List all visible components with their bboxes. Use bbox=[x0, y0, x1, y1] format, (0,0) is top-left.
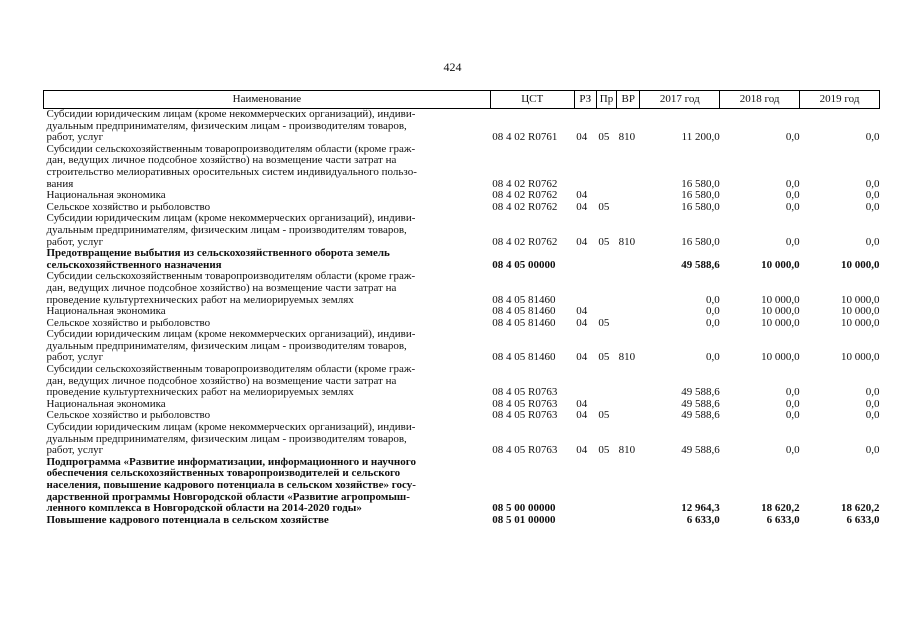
row-rz: 04 bbox=[576, 397, 588, 410]
row-2019: 10 000,0 bbox=[841, 351, 880, 364]
row-rz bbox=[574, 144, 596, 190]
row-rz: 04 bbox=[576, 189, 588, 202]
row-2019: 0,0 bbox=[865, 409, 880, 422]
row-name-line: Субсидии юридическим лицам (кроме некоммерческих организаций), индиви- bbox=[46, 212, 416, 225]
row-cst: 08 4 05 R0763 bbox=[492, 444, 558, 457]
row-cst: 08 4 02 R0762 bbox=[492, 200, 558, 213]
row-vr: 810 bbox=[618, 235, 636, 248]
row-pr: 05 bbox=[598, 131, 610, 144]
row-name-line: дан, ведущих личное подсобное хозяйство) на возмещение части затрат на bbox=[46, 281, 397, 294]
row-vr bbox=[617, 318, 640, 330]
table-header bbox=[44, 91, 880, 109]
row-name-line: работ, услуг bbox=[46, 131, 104, 144]
row-2018: 10 000,0 bbox=[761, 293, 800, 306]
row-rz: 04 bbox=[576, 131, 588, 144]
table-row bbox=[44, 306, 880, 318]
row-name-line: дан, ведущих личное подсобное хозяйство) на возмещение части затрат на bbox=[46, 374, 397, 387]
row-2017: 12 964,3 bbox=[681, 502, 720, 515]
row-name-line: Национальная экономика bbox=[46, 305, 166, 318]
row-name bbox=[44, 248, 491, 271]
row-vr bbox=[617, 144, 640, 190]
row-2018: 0,0 bbox=[785, 397, 800, 410]
row-cst: 08 4 05 81460 bbox=[492, 305, 556, 318]
row-vr: 810 bbox=[618, 444, 636, 457]
row-rz: 04 bbox=[576, 444, 588, 457]
row-2019: 0,0 bbox=[865, 386, 880, 399]
row-name-line: Сельское хозяйство и рыболовство bbox=[46, 409, 211, 422]
header-rz: РЗ bbox=[574, 91, 596, 109]
header-2019: 2019 год bbox=[800, 91, 880, 109]
row-pr bbox=[596, 364, 616, 399]
row-2019: 0,0 bbox=[865, 131, 880, 144]
table-row bbox=[44, 515, 880, 527]
row-pr bbox=[596, 457, 616, 515]
row-2017: 0,0 bbox=[705, 316, 720, 329]
row-2017: 11 200,0 bbox=[681, 131, 720, 144]
row-rz: 04 bbox=[576, 409, 588, 422]
row-vr bbox=[617, 399, 640, 411]
row-vr bbox=[617, 515, 640, 527]
row-rz: 04 bbox=[576, 351, 588, 364]
row-2017: 16 580,0 bbox=[681, 235, 720, 248]
row-cst: 08 5 00 00000 bbox=[492, 502, 556, 515]
row-cst: 08 4 05 81460 bbox=[492, 293, 556, 306]
row-pr: 05 bbox=[598, 444, 610, 457]
table-body bbox=[44, 109, 880, 527]
row-vr bbox=[617, 202, 640, 214]
row-rz: 04 bbox=[576, 305, 588, 318]
row-name-line: строительство мелиоративных оросительных систем индивидуального пользо- bbox=[46, 165, 417, 178]
row-name-line: Предотвращение выбытия из сельскохозяйственного оборота земель bbox=[46, 247, 390, 260]
row-name-line: обеспечения сельскохозяйственных товаропроизводителей и сельского bbox=[46, 467, 401, 480]
row-2019: 10 000,0 bbox=[841, 316, 880, 329]
header-name: Наименование bbox=[44, 91, 491, 109]
row-2019: 10 000,0 bbox=[841, 258, 880, 271]
row-vr bbox=[617, 457, 640, 515]
table-row bbox=[44, 329, 880, 364]
row-2019: 0,0 bbox=[865, 397, 880, 410]
row-2017: 0,0 bbox=[705, 351, 720, 364]
row-2018: 0,0 bbox=[785, 235, 800, 248]
row-name bbox=[44, 329, 491, 364]
table-row bbox=[44, 457, 880, 515]
header-pr: Пр bbox=[596, 91, 616, 109]
table-row bbox=[44, 248, 880, 271]
row-pr: 05 bbox=[598, 316, 610, 329]
row-name-line: дарственной программы Новгородской области «Развитие агропромыш- bbox=[46, 490, 410, 503]
row-2017: 49 588,6 bbox=[681, 409, 720, 422]
row-name bbox=[44, 364, 491, 399]
row-name-line: проведение культуртехнических работ на мелиорируемых землях bbox=[46, 293, 354, 306]
row-rz bbox=[574, 248, 596, 271]
row-cst: 08 4 05 81460 bbox=[492, 316, 556, 329]
row-2018: 0,0 bbox=[785, 189, 800, 202]
row-vr: 810 bbox=[618, 351, 636, 364]
row-name-line: Национальная экономика bbox=[46, 189, 166, 202]
row-2019: 0,0 bbox=[865, 200, 880, 213]
table-row bbox=[44, 364, 880, 399]
row-2019: 0,0 bbox=[865, 189, 880, 202]
row-cst: 08 4 05 R0763 bbox=[492, 397, 558, 410]
row-rz bbox=[574, 271, 596, 306]
page-number: 424 bbox=[443, 60, 462, 74]
row-cst: 08 4 02 R0761 bbox=[492, 131, 558, 144]
row-name-line: ленного комплекса в Новгородской области на 2014-2020 годы» bbox=[46, 502, 362, 515]
row-vr bbox=[617, 248, 640, 271]
row-2018: 0,0 bbox=[785, 444, 800, 457]
row-2017: 49 588,6 bbox=[681, 444, 720, 457]
row-name-line: Субсидии сельскохозяйственным товаропроизводителям области (кроме граж- bbox=[46, 270, 416, 283]
row-2018: 0,0 bbox=[785, 177, 800, 190]
row-name-line: Сельское хозяйство и рыболовство bbox=[46, 316, 211, 329]
row-rz bbox=[574, 364, 596, 399]
header-2017: 2017 год bbox=[640, 91, 720, 109]
row-2017: 16 580,0 bbox=[681, 177, 720, 190]
row-name-line: работ, услуг bbox=[46, 444, 104, 457]
row-name bbox=[44, 457, 491, 515]
row-2018: 10 000,0 bbox=[761, 258, 800, 271]
row-name-line: Национальная экономика bbox=[46, 397, 166, 410]
header-cst: ЦСТ bbox=[490, 91, 574, 109]
row-pr: 05 bbox=[598, 200, 610, 213]
table-row bbox=[44, 213, 880, 248]
row-2017: 0,0 bbox=[705, 293, 720, 306]
row-2017: 0,0 bbox=[705, 305, 720, 318]
row-2017: 16 580,0 bbox=[681, 189, 720, 202]
row-name-line: сельскохозяйственного назначения bbox=[46, 258, 222, 271]
row-cst: 08 5 01 00000 bbox=[492, 513, 556, 526]
row-name-line: дуальным предпринимателям, физическим лицам - производителям товаров, bbox=[46, 119, 407, 132]
row-cst: 08 4 05 81460 bbox=[492, 351, 556, 364]
row-name-line: вания bbox=[46, 177, 74, 190]
row-vr bbox=[617, 410, 640, 422]
row-name bbox=[44, 213, 491, 248]
row-2019: 0,0 bbox=[865, 444, 880, 457]
row-name bbox=[44, 190, 491, 202]
row-name-line: населения, повышение кадрового потенциала в сельском хозяйстве» госу- bbox=[46, 479, 416, 491]
row-name-line: Повышение кадрового потенциала в сельском хозяйстве bbox=[46, 513, 329, 526]
row-name-line: проведение культуртехнических работ на мелиорируемых землях bbox=[46, 386, 354, 399]
row-pr: 05 bbox=[598, 235, 610, 248]
row-2018: 0,0 bbox=[785, 386, 800, 399]
row-name-line: Субсидии юридическим лицам (кроме некоммерческих организаций), индиви- bbox=[46, 328, 416, 341]
row-2018: 10 000,0 bbox=[761, 305, 800, 318]
row-name-line: Субсидии сельскохозяйственным товаропроизводителям области (кроме граж- bbox=[46, 363, 416, 376]
row-2018: 10 000,0 bbox=[761, 316, 800, 329]
row-cst: 08 4 05 00000 bbox=[492, 258, 556, 271]
row-cst: 08 4 02 R0762 bbox=[492, 235, 558, 248]
row-rz bbox=[574, 457, 596, 515]
row-2017: 49 588,6 bbox=[681, 386, 720, 399]
row-rz: 04 bbox=[576, 200, 588, 213]
row-vr bbox=[617, 364, 640, 399]
row-name bbox=[44, 306, 491, 318]
row-2019: 0,0 bbox=[865, 177, 880, 190]
row-pr: 05 bbox=[598, 351, 610, 364]
row-name-line: дан, ведущих личное подсобное хозяйство) на возмещение части затрат на bbox=[46, 154, 397, 167]
row-name-line: работ, услуг bbox=[46, 351, 104, 364]
row-2019: 0,0 bbox=[865, 235, 880, 248]
row-pr bbox=[596, 248, 616, 271]
table-row bbox=[44, 109, 880, 144]
row-rz: 04 bbox=[576, 316, 588, 329]
row-name-line: дуальным предпринимателям, физическим лицам - производителям товаров, bbox=[46, 339, 407, 352]
row-name bbox=[44, 422, 491, 457]
header-vr: ВР bbox=[617, 91, 640, 109]
row-vr bbox=[617, 271, 640, 306]
row-cst: 08 4 05 R0763 bbox=[492, 409, 558, 422]
row-name-line: Субсидии сельскохозяйственным товаропроизводителям области (кроме граж- bbox=[46, 142, 416, 155]
row-2019: 18 620,2 bbox=[841, 502, 880, 515]
row-name bbox=[44, 144, 491, 190]
row-2019: 6 633,0 bbox=[846, 513, 880, 526]
row-pr bbox=[596, 144, 616, 190]
row-pr bbox=[596, 190, 616, 202]
row-2017: 49 588,6 bbox=[681, 258, 720, 271]
row-2018: 18 620,2 bbox=[761, 502, 800, 515]
row-2018: 10 000,0 bbox=[761, 351, 800, 364]
table-row bbox=[44, 190, 880, 202]
row-pr bbox=[596, 306, 616, 318]
row-name-line: работ, услуг bbox=[46, 235, 104, 248]
row-2017: 16 580,0 bbox=[681, 200, 720, 213]
header-row bbox=[44, 91, 880, 109]
row-pr bbox=[596, 515, 616, 527]
row-vr: 810 bbox=[618, 131, 636, 144]
row-2018: 0,0 bbox=[785, 200, 800, 213]
row-2017: 49 588,6 bbox=[681, 397, 720, 410]
row-2018: 6 633,0 bbox=[766, 513, 800, 526]
row-name-line: Сельское хозяйство и рыболовство bbox=[46, 200, 211, 213]
row-name-line: Субсидии юридическим лицам (кроме некоммерческих организаций), индиви- bbox=[46, 108, 416, 120]
row-name bbox=[44, 515, 491, 527]
row-2018: 0,0 bbox=[785, 409, 800, 422]
row-rz: 04 bbox=[576, 235, 588, 248]
row-name bbox=[44, 271, 491, 306]
row-cst: 08 4 02 R0762 bbox=[492, 189, 558, 202]
table-row bbox=[44, 144, 880, 190]
table-row bbox=[44, 271, 880, 306]
row-pr: 05 bbox=[598, 409, 610, 422]
row-name-line: дуальным предпринимателям, физическим лицам - производителям товаров, bbox=[46, 432, 407, 445]
row-2017: 6 633,0 bbox=[686, 513, 720, 526]
row-2018: 0,0 bbox=[785, 131, 800, 144]
row-cst: 08 4 02 R0762 bbox=[492, 177, 558, 190]
row-name-line: дуальным предпринимателям, физическим лицам - производителям товаров, bbox=[46, 223, 407, 236]
row-pr bbox=[596, 271, 616, 306]
row-name bbox=[44, 109, 491, 144]
row-vr bbox=[617, 306, 640, 318]
row-name-line: Подпрограмма «Развитие информатизации, информационного и научного bbox=[46, 455, 416, 468]
header-2018: 2018 год bbox=[720, 91, 800, 109]
row-2019: 10 000,0 bbox=[841, 305, 880, 318]
row-name-line: Субсидии юридическим лицам (кроме некоммерческих организаций), индиви- bbox=[46, 421, 416, 434]
table-row bbox=[44, 422, 880, 457]
row-2019: 10 000,0 bbox=[841, 293, 880, 306]
budget-table bbox=[43, 90, 880, 526]
row-cst: 08 4 05 R0763 bbox=[492, 386, 558, 399]
row-rz bbox=[574, 515, 596, 527]
row-vr bbox=[617, 190, 640, 202]
